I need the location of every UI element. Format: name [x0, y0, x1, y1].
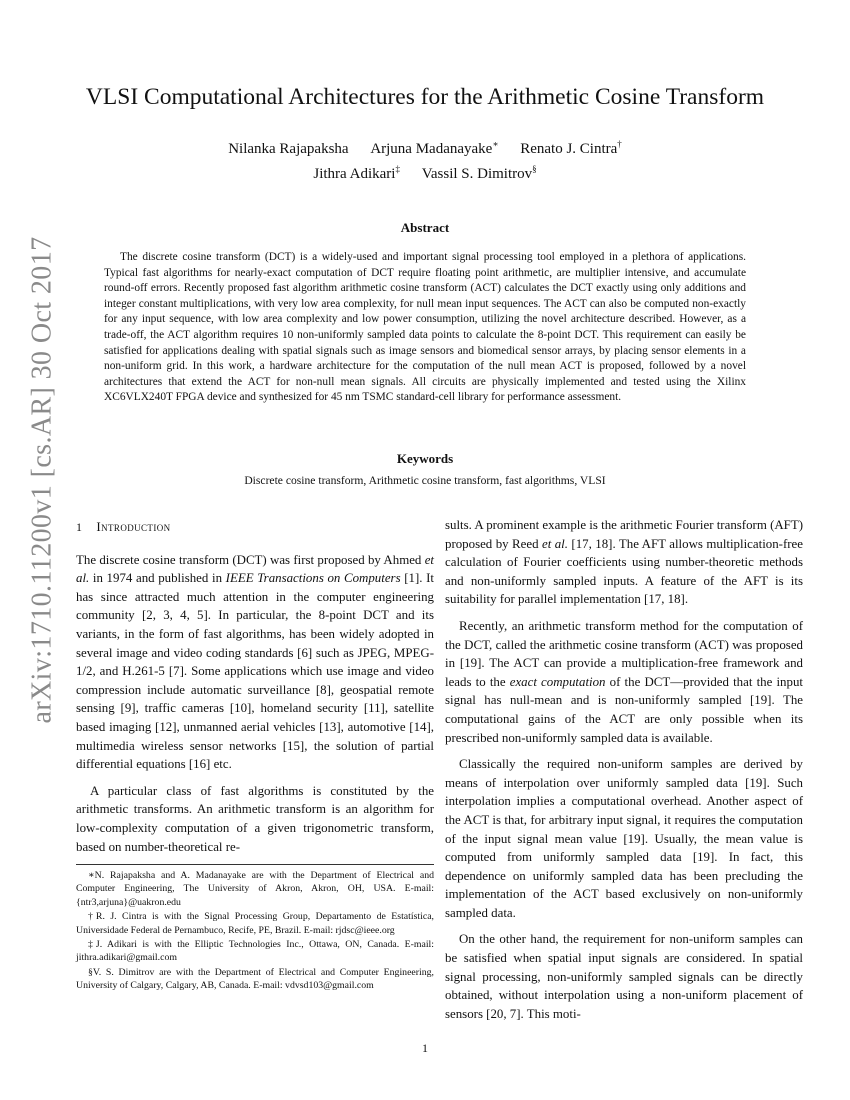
section-heading [76, 518, 434, 537]
footnote: ‡J. Adikari is with the Elliptic Technologies Inc., Ottawa, ON, Canada. E-mail: jithra.adikari@gmail.com [76, 939, 434, 964]
author-name: Nilanka Rajapaksha [228, 141, 349, 157]
author-name: Jithra Adikari‡ [313, 164, 400, 182]
author-list [0, 134, 850, 184]
abstract-heading: Abstract [400, 220, 450, 235]
author-name: Vassil S. Dimitrov§ [421, 164, 537, 182]
paragraph: A particular class of fast algorithms is constituted by the arithmetic transforms. An arithmetic transform is an algorithm for low-complexity computation of a given trigonometric transform, based on number-theoretical re- [76, 783, 434, 854]
author-name: Renato J. Cintra† [520, 139, 622, 157]
footnote: §V. S. Dimitrov are with the Department of Electrical and Computer Engineering, University of Calgary, Calgary, AB, Canada. E-mail: vdvsd103@gmail.com [76, 966, 434, 992]
paragraph: The discrete cosine transform (DCT) was first proposed by Ahmed et al. in 1974 and published in IEEE Transactions on Computers [1]. It has since attracted much attention in the computer engineering community [2, 3, 4, 5]. In particular, the 8-point DCT and its variants, in the form of fast algorithms, has been widely adopted in several image and video coding standards [6] such as JPEG, MPEG-1/2, and H.261-5 [7]. Some applications which use image and video compression include automatic surveillance [8], geospatial remote sensing [9], traffic cameras [10], homeland security [11], satellite based imaging [12], unmanned aerial vehicles [13], automotive [14], multimedia wireless sensor networks [15], the solution of partial differential equations [16] etc. [76, 552, 434, 772]
paragraph: On the other hand, the requirement for non-uniform samples can be satisfied when spatial input signals are considered. In spatial signal processing, non-uniformly sampled signals can be directly obtained, without interpolation using a non-uniform placement of sensors [20, 7]. This moti- [445, 932, 803, 1021]
footnote: ∗N. Rajapaksha and A. Madanayake are with the Department of Electrical and Computer Engineering, The University of Akron, Akron, OH, USA. E-mail: {ntr3,arjuna}@uakron.edu [76, 870, 434, 908]
paragraph: Recently, an arithmetic transform method for the computation of the DCT, called the arithmetic cosine transform (ACT) was proposed in [19]. The ACT can provide a multiplication-free framework and leads to the exact computation of the DCT—provided that the input signal has null-mean and is non-uniformly sampled [19]. The computational gains of the ACT are only possible when its prescribed non-uniformly sampled data is available. [445, 618, 803, 745]
right-column [445, 516, 803, 1031]
author-name: Arjuna Madanayake∗ [370, 139, 499, 157]
author-row-1 [0, 134, 850, 159]
section-title: Introduction [96, 519, 171, 534]
footnotes [76, 864, 434, 994]
abstract-text: The discrete cosine transform (DCT) is a widely-used and important signal processing tool employed in a plethora of applications. Typical fast algorithms for nearly-exact computation of DCT require floating point arithmetic, are multiplier intensive, and accumulate round-off errors. Recently proposed fast algorithm arithmetic cosine transform (ACT) calculates the DCT exactly using only additions and integer constant multiplications, with very low area complexity, for null mean input sequences. The ACT can also be computed non-exactly for any input sequence, with low area complexity and low power consumption, utilizing the novel architecture described. However, as a trade-off, the ACT algorithm requires 10 non-uniformly sampled data points to calculate the 8-point DCT. This requirement can easily be satisfied for applications dealing with spatial signals such as image sensors and biomedical sensor arrays, by placing sensor elements in a non-uniform grid. In this work, a hardware architecture for the computation of the null mean ACT is proposed, followed by a novel architectures that extend the ACT for non-null mean signals. All circuits are physically implemented and tested using the Xilinx XC6VLX240T FPGA device and synthesized for 45 nm TSMC standard-cell library for performance assessment. [104, 251, 746, 404]
footnote: †R. J. Cintra is with the Signal Processing Group, Departamento de Estatística, Universidade Federal de Pernambuco, Recife, PE, Brazil. E-mail: rjdsc@ieee.org [76, 911, 434, 936]
paragraph: Classically the required non-uniform samples are derived by means of interpolation over uniformly sampled data [19]. Such interpolation implies a computational overhead. Another aspect of the ACT is that, for arbitrary input signal, it requires the computation of the input signal mean value [19]. Usually, the mean value is computed from uniformly sampled data [19]. In fact, this dependence on uniformly sampled data has been precluding the implementation of the ACT based exclusively on non-uniformly sampled data. [445, 757, 803, 920]
arxiv-identifier-text: arXiv:1710.11200v1 [cs.AR] 30 Oct 2017 [26, 236, 57, 724]
paper-title: VLSI Computational Architectures for the Arithmetic Cosine Transform [85, 84, 765, 110]
page-number: 1 [422, 1041, 428, 1055]
left-column [76, 518, 434, 864]
paragraph: sults. A prominent example is the arithmetic Fourier transform (AFT) proposed by Reed et al. [17, 18]. The AFT allows multiplication-free calculation of Fourier coefficients using number-theoretic methods and non-uniformly sampled inputs. A feature of the AFT is its suitability for parallel implementation [17, 18]. [445, 518, 804, 607]
keywords-heading: Keywords [396, 451, 454, 466]
keywords-text: Discrete cosine transform, Arithmetic cosine transform, fast algorithms, VLSI [244, 474, 606, 487]
author-row-2 [0, 159, 850, 184]
section-number: 1 [76, 520, 83, 534]
